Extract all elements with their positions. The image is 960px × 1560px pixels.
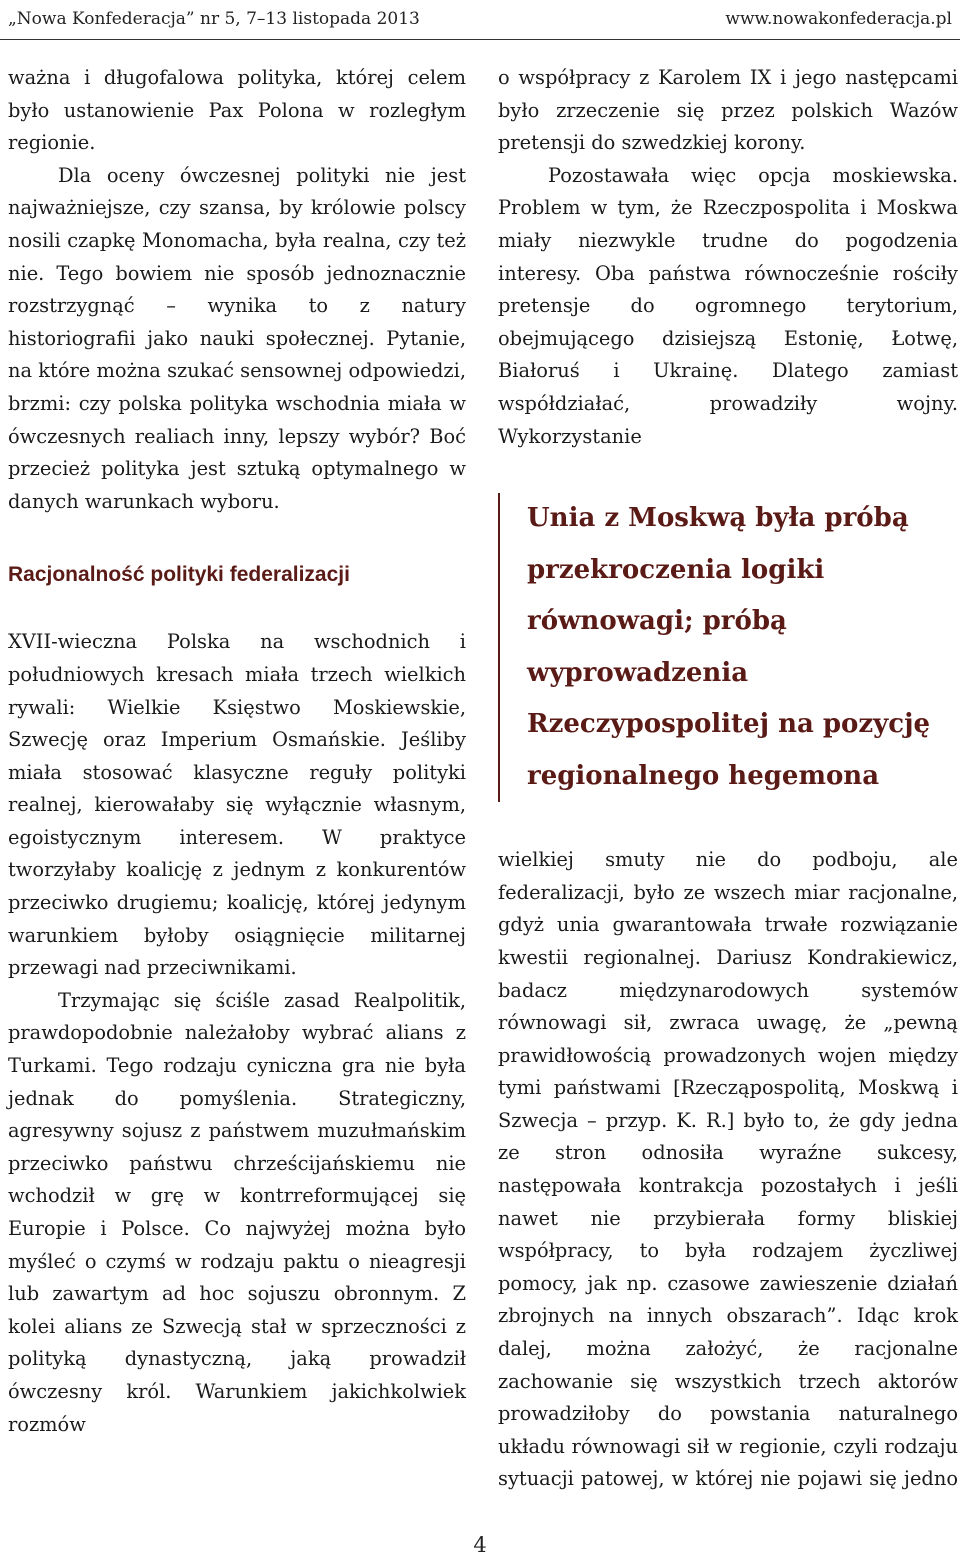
paragraph: ważna i długofalowa polityka, której celem było ustanowienie Pax Polona w rozległym regionie. bbox=[8, 66, 466, 155]
page-header bbox=[8, 0, 952, 38]
page-number: 4 bbox=[473, 1533, 487, 1557]
paragraph: Pozostawała więc opcja moskiewska. Problem w tym, że Rzeczpospolita i Moskwa miały niezwykle trudne do pogodzenia interesy. Oba państwa równocześnie rościły pretensje do ogromnego terytorium, obejmującego dzisiejszą Estonię, Łotwę, Białoruś i Ukrainę. Dlatego zamiast współdziałać, prowadziły wojny. Wykorzystanie bbox=[498, 163, 958, 448]
website-url: www.nowakonfederacja.pl bbox=[725, 9, 952, 29]
header-divider bbox=[0, 39, 960, 40]
paragraph: Dla oceny ówczesnej polityki nie jest najważniejsze, czy szansa, by królowie polscy nosili czapkę Monomacha, była realna, czy też nie. Tego bowiem nie sposób jednoznacznie rozstrzygnąć – wynika to z natury historiografii jako nauki społecznej. Pytanie, na które można szukać sensownej odpowiedzi, brzmi: czy polska polityka wschodnia miała w ówczesnych realiach inny, lepszy wybór? Boć przecież polityka jest sztuką optymalnego w danych warunkach wyboru. bbox=[8, 163, 466, 513]
paragraph: o współpracy z Karolem IX i jego następcami było zrzeczenie się przez polskich Wazów pretensji do szwedzkiej korony. bbox=[498, 66, 958, 155]
pull-quote: Unia z Moskwą była próbą przekroczenia logiki równowagi; próbą wyprowadzenia Rzeczypospolitej na pozycję regionalnego hegemona bbox=[498, 493, 958, 802]
paragraph: Trzymając się ściśle zasad Realpolitik, prawdopodobnie należałoby wybrać alians z Turkami. Tego rodzaju cyniczna gra nie była jednak do pomyślenia. Strategiczny, agresywny sojusz z państwem muzułmańskim przeciwko państwu chrześcijańskiemu nie wchodził w grę w kontrreformującej się Europie i Polsce. Co najwyżej można było myśleć o czymś w rodzaju paktu o nieagresji lub zawartym ad hoc sojuszu obronnym. Z kolei alians ze Szwecją stał w sprzeczności z polityką dynastyczną, jaką prowadził ówczesny król. Warunkiem jakichkolwiek rozmów bbox=[8, 988, 466, 1436]
section-heading: Racjonalność polityki federalizacji bbox=[8, 563, 350, 587]
paragraph: wielkiej smuty nie do podboju, ale federalizacji, było ze wszech miar racjonalne, gdyż unia gwarantowała trwałe rozwiązanie kwestii regionalnej. Dariusz Kondrakiewicz, badacz międzynarodowych systemów równowagi sił, zwraca uwagę, że „pewną prawidłowością prowadzonych wojen między tymi państwami [Rzecząpospolitą, Moskwą i Szwecja – przyp. K. R.] było to, że gdy jedna ze stron odnosiła wyraźne sukcesy, następowała kontrakcja pozostałych i jeśli nawet nie przybierała formy bliskiej współpracy, to była rodzajem życzliwej pomocy, jak np. czasowe zawieszenie działań zbrojnych na innych obszarach”. Idąc krok dalej, można założyć, że racjonalne zachowanie się wszystkich trzech aktorów prowadziłoby do powstania naturalnego układu równowagi sił w regionie, czyli rodzaju sytuacji patowej, w której nie pojawi się jedno bbox=[498, 848, 958, 1491]
paragraph: XVII-wieczna Polska na wschodnich i południowych kresach miała trzech wielkich rywali: Wielkie Księstwo Moskiewskie, Szwecję oraz Imperium Osmańskie. Jeśliby miała stosować klasyczne reguły polityki realnej, kierowałaby się wyłącznie własnym, egoistycznym interesem. W praktyce tworzyłaby koalicję z jednym z konkurentów przeciwko drugiemu; koalicję, której jedynym warunkiem byłoby osiągnięcie militarnej przewagi nad przeciwnikami. bbox=[8, 630, 466, 980]
right-column bbox=[498, 62, 958, 1496]
left-column bbox=[8, 62, 466, 1441]
issue-info: „Nowa Konfederacja” nr 5, 7–13 listopada 2013 bbox=[8, 9, 420, 29]
